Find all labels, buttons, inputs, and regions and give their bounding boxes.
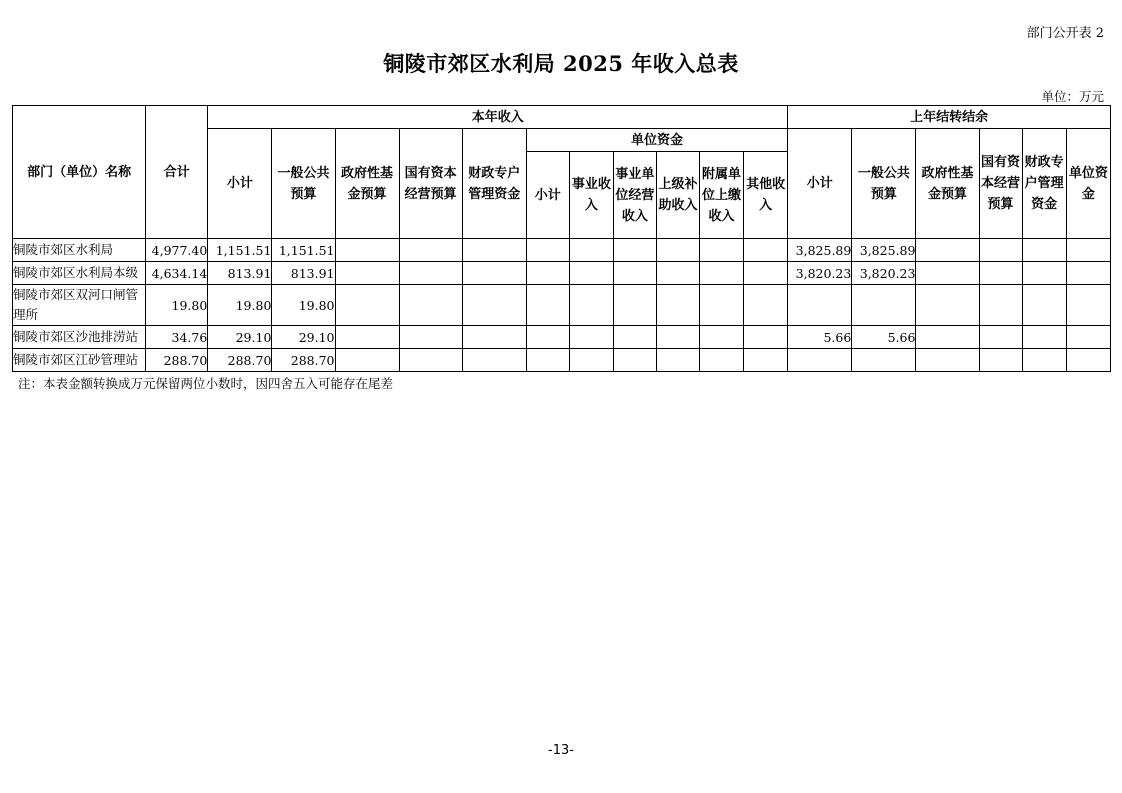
cell-co-subtotal: 3,825.89	[788, 239, 852, 262]
cell-total: 288.70	[146, 349, 208, 372]
cell-co-general-budget	[852, 349, 916, 372]
page-number: -13-	[548, 743, 574, 758]
table-row	[13, 285, 1111, 326]
cell-general-budget: 19.80	[272, 285, 335, 326]
header-uf-subtotal: 小计	[526, 152, 569, 239]
row-name: 铜陵市郊区水利局	[13, 239, 146, 262]
cell-co-subtotal: 3,820.23	[788, 262, 852, 285]
cell-general-budget: 288.70	[272, 349, 335, 372]
header-uf-business: 事业收入	[569, 152, 613, 239]
cell-subtotal: 1,151.51	[208, 239, 272, 262]
form-id: 部门公开表 2	[1026, 26, 1104, 41]
cell-subtotal: 288.70	[208, 349, 272, 372]
cell-subtotal: 813.91	[208, 262, 272, 285]
header-gov-fund: 政府性基金预算	[335, 129, 399, 239]
cell-general-budget: 1,151.51	[272, 239, 335, 262]
row-name: 铜陵市郊区江砂管理站	[13, 349, 146, 372]
header-co-state-capital: 国有资本经营预算	[979, 129, 1022, 239]
header-state-capital: 国有资本经营预算	[399, 129, 462, 239]
unit-label: 单位：万元	[1041, 89, 1104, 104]
cell-total: 4,634.14	[146, 262, 208, 285]
header-general-budget: 一般公共预算	[272, 129, 335, 239]
header-co-subtotal: 小计	[788, 129, 852, 239]
cell-co-subtotal	[788, 349, 852, 372]
header-unit-funds: 单位资金	[526, 129, 787, 152]
cell-co-general-budget	[852, 285, 916, 326]
cell-co-general-budget: 5.66	[852, 326, 916, 349]
header-uf-other: 其他收入	[744, 152, 788, 239]
header-uf-operating: 事业单位经营收入	[613, 152, 656, 239]
cell-subtotal: 29.10	[208, 326, 272, 349]
header-uf-superior-subsidy: 上级补助收入	[656, 152, 699, 239]
table-row	[13, 239, 1111, 262]
header-total: 合计	[146, 106, 208, 239]
header-uf-affiliated: 附属单位上缴收入	[700, 152, 744, 239]
cell-total: 19.80	[146, 285, 208, 326]
table-row	[13, 262, 1111, 285]
cell-co-subtotal: 5.66	[788, 326, 852, 349]
header-co-gov-fund: 政府性基金预算	[916, 129, 979, 239]
cell-general-budget: 813.91	[272, 262, 335, 285]
cell-total: 34.76	[146, 326, 208, 349]
cell-subtotal: 19.80	[208, 285, 272, 326]
header-fiscal-special: 财政专户管理资金	[462, 129, 526, 239]
table-row	[13, 326, 1111, 349]
header-dept-name: 部门（单位）名称	[13, 106, 146, 239]
header-co-fiscal-special: 财政专户管理资金	[1022, 129, 1066, 239]
row-name: 铜陵市郊区双河口闸管理所	[13, 285, 146, 326]
header-co-general-budget: 一般公共预算	[852, 129, 916, 239]
footnote: 注：本表金额转换成万元保留两位小数时，因四舍五入可能存在尾差	[18, 376, 394, 391]
page-title: 铜陵市郊区水利局 2025 年收入总表	[383, 51, 739, 76]
cell-co-general-budget: 3,820.23	[852, 262, 916, 285]
row-name: 铜陵市郊区水利局本级	[13, 262, 146, 285]
cell-co-general-budget: 3,825.89	[852, 239, 916, 262]
table-row	[13, 349, 1111, 372]
header-current-year: 本年收入	[208, 106, 788, 129]
cell-general-budget: 29.10	[272, 326, 335, 349]
header-subtotal: 小计	[208, 129, 272, 239]
cell-total: 4,977.40	[146, 239, 208, 262]
header-carryover: 上年结转结余	[788, 106, 1111, 129]
row-name: 铜陵市郊区沙池排涝站	[13, 326, 146, 349]
cell-co-subtotal	[788, 285, 852, 326]
header-co-unit-funds: 单位资金	[1066, 129, 1110, 239]
income-summary-table	[12, 105, 1111, 372]
